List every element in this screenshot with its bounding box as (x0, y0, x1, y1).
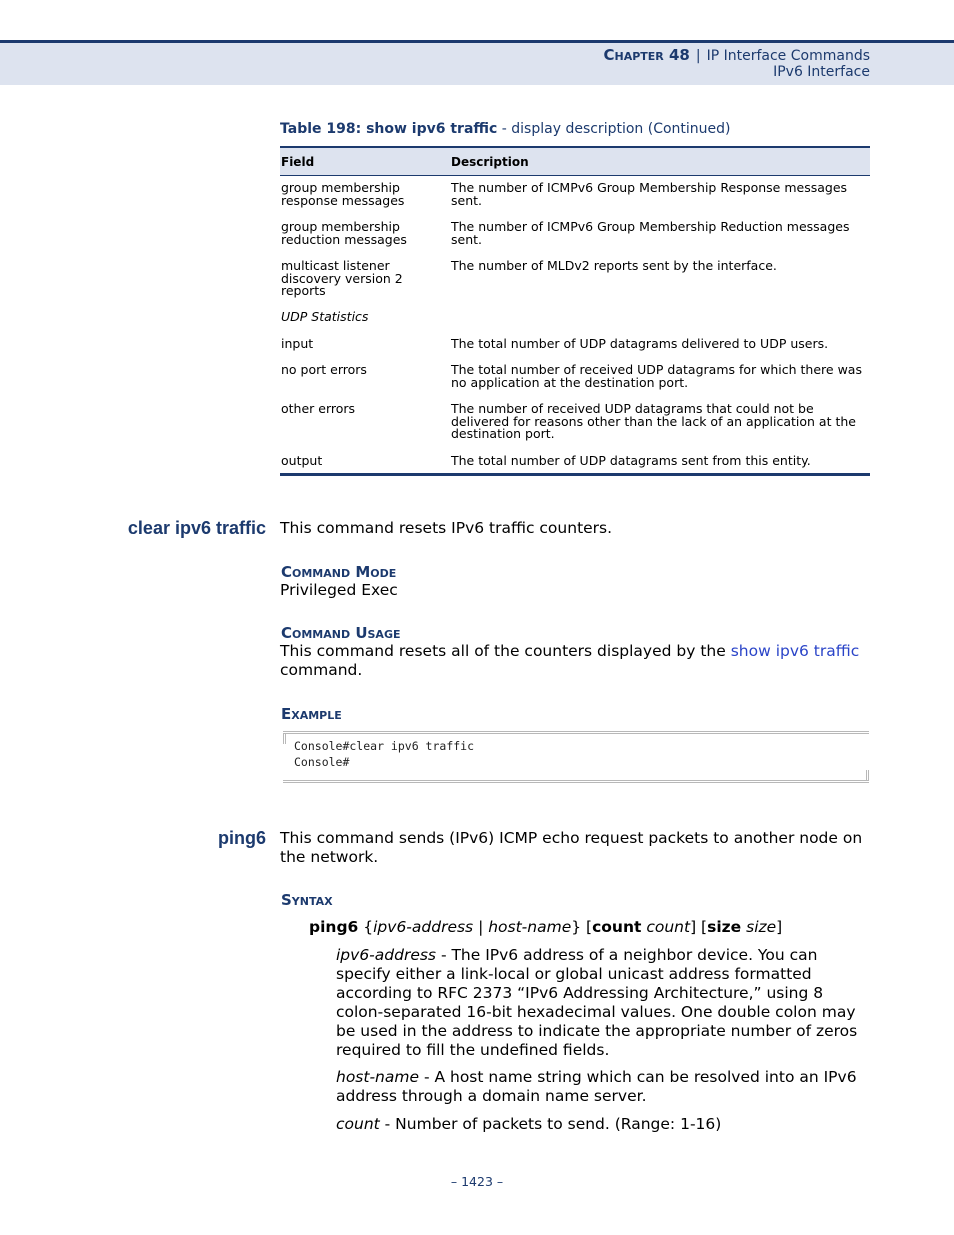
table-cell-field: no port errors (281, 362, 367, 377)
syntax-keyword-size: size (707, 918, 742, 936)
running-header-section: IPv6 Interface (773, 64, 870, 80)
page-number: – 1423 – (450, 1174, 504, 1189)
ping6-intro: This command sends (IPv6) ICMP echo request packets to another node on the network. (280, 829, 863, 866)
syntax-command: ping6 (309, 918, 359, 936)
command-usage-text (280, 642, 870, 680)
param-name: ipv6-address (336, 946, 437, 964)
syntax-keyword-count: count (592, 918, 642, 936)
section-title-ping6: ping6 (218, 828, 266, 848)
command-mode-heading: Command Mode (281, 563, 397, 581)
table-cell-description: The total number of UDP datagrams delivered to UDP users. (451, 336, 829, 351)
syntax-arg-count: count (641, 918, 691, 936)
ping6-syntax (309, 918, 782, 936)
chapter-title: IP Interface Commands (706, 48, 870, 64)
param-ipv6-address (336, 946, 870, 1060)
table-cell-description: The total number of UDP datagrams sent from this entity. (451, 453, 811, 468)
param-host-name (336, 1068, 870, 1106)
column-header-field: Field (281, 155, 315, 169)
table-caption (280, 121, 731, 137)
table-cell-description: The number of ICMPv6 Group Membership Response messages sent. (451, 180, 848, 208)
param-description: - A host name string which can be resolved into an IPv6 address through a domain name server. (336, 1068, 857, 1105)
syntax-punct: { (358, 918, 374, 936)
clear-ipv6-intro: This command resets IPv6 traffic counters. (280, 519, 613, 537)
show-ipv6-traffic-link[interactable]: show ipv6 traffic (730, 642, 860, 660)
param-description: - The IPv6 address of a neighbor device. You can specify either a link-local or global unicast address formatted according to RFC 2373 “IPv6 Addressing Architecture,” using 8 colon-separated 16-bit hexadecimal values. One double colon may be used in the address to indicate the appropriate number of zeros required to fill the undefined fields. (336, 946, 858, 1059)
table-caption-title: Table 198: show ipv6 traffic (280, 121, 498, 137)
table-cell-description: The number of MLDv2 reports sent by the interface. (451, 258, 777, 273)
syntax-punct: } [ (571, 918, 593, 936)
syntax-heading: Syntax (281, 891, 333, 909)
table-cell-field: group membership reduction messages (281, 219, 407, 247)
table-group-label: UDP Statistics (281, 309, 369, 324)
command-usage-heading: Command Usage (281, 624, 401, 642)
table-bottom-rule (280, 473, 870, 476)
running-header-chapter (604, 46, 871, 64)
syntax-arg-size: size (741, 918, 777, 936)
chapter-number: Chapter 48 (603, 46, 690, 64)
table-cell-field: group membership response messages (281, 180, 405, 208)
usage-text-start: This command resets all of the counters displayed by the (280, 642, 731, 660)
syntax-arg-host-name: host-name (488, 918, 572, 936)
column-header-description: Description (451, 155, 529, 169)
table-cell-field: multicast listener discovery version 2 reports (281, 258, 403, 298)
header-separator: | (695, 48, 701, 64)
table-header-row (280, 148, 870, 176)
table-cell-field: input (281, 336, 314, 351)
code-line: Console# (294, 755, 350, 769)
code-line: Console#clear ipv6 traffic (294, 739, 475, 753)
param-description: - Number of packets to send. (Range: 1-16) (379, 1115, 722, 1133)
param-name: host-name (336, 1068, 420, 1086)
syntax-arg-ipv6-address: ipv6-address (373, 918, 474, 936)
example-heading: Example (281, 705, 342, 723)
param-name: count (336, 1115, 380, 1133)
param-count (336, 1115, 870, 1134)
command-mode-text: Privileged Exec (280, 581, 398, 599)
table-caption-subtitle: - display description (Continued) (497, 121, 731, 137)
syntax-punct: ] [ (690, 918, 708, 936)
table-cell-field: other errors (281, 401, 356, 416)
usage-text-end: command. (280, 661, 363, 679)
table-cell-description: The total number of received UDP datagrams for which there was no application at the destination port. (451, 362, 862, 390)
section-title-clear-ipv6-traffic: clear ipv6 traffic (127, 518, 266, 538)
table-cell-field: output (281, 453, 323, 468)
syntax-punct: | (473, 918, 489, 936)
table-cell-description: The number of ICMPv6 Group Membership Reduction messages sent. (451, 219, 850, 247)
syntax-punct: ] (776, 918, 783, 936)
table-cell-description: The number of received UDP datagrams that could not be delivered for reasons other than the lack of an application at the destination port. (451, 401, 856, 441)
